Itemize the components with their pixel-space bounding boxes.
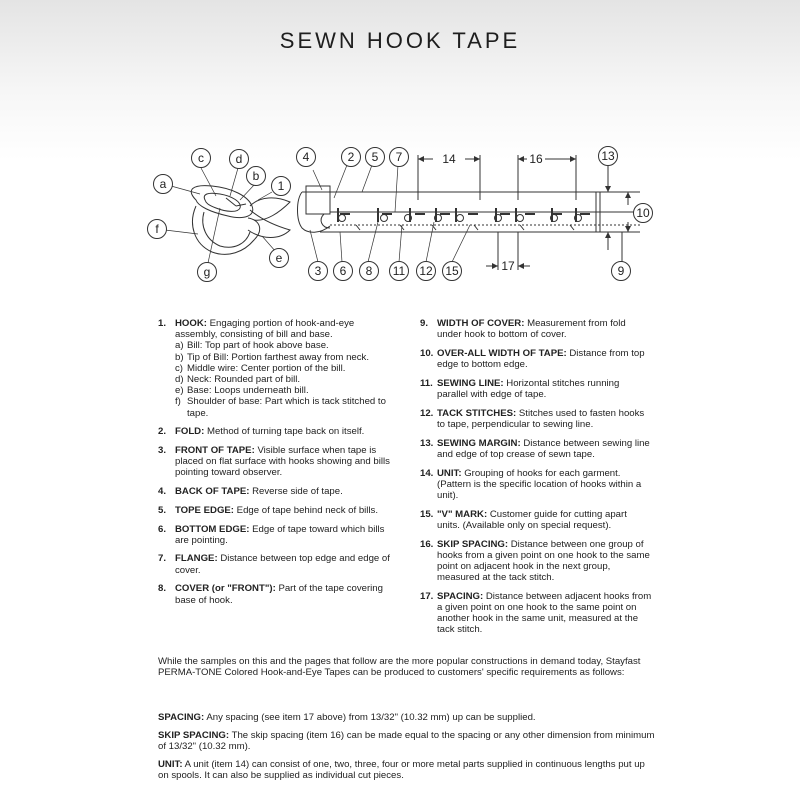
note-spacing: SPACING: Any spacing (see item 17 above) from 13/32" (10.32 mm) up can be supplied. [158,712,536,723]
glossary-item-9: 9. WIDTH OF COVER: Measurement from fold under hook to bottom of cover. [420,318,626,341]
glossary-left-column [158,318,390,613]
callout-d-label: d [235,152,243,166]
callout-11-label: 11 [392,264,406,278]
note-skip-spacing: SKIP SPACING: The skip spacing (item 16) can be made equal to the spacing or any other dimension from minimum of 13/32" (10.32 mm). [158,730,655,753]
callout-15-label: 15 [445,264,459,278]
intro-paragraph: While the samples on this and the pages that follow are the more popular constructions in demand today, Stayfast PERMA-TONE Colored Hook-and-Eye Tapes can be produced to customers' specific requirements as follows: [158,656,641,679]
hook-drawing [191,186,290,255]
note-unit: UNIT: A unit (item 14) can consist of one, two, three, four or more metal parts supplied in continuous lengths put up on spools. It can also be supplied as individual cut pieces. [158,759,645,782]
glossary-item-5: 5. TOPE EDGE: Edge of tape behind neck of bills. [158,504,379,516]
glossary-item-2: 2. FOLD: Method of turning tape back on itself. [158,426,365,438]
glossary-right-column [420,318,652,643]
callout-13-label: 13 [601,149,615,163]
glossary-item-11: 11. SEWING LINE: Horizontal stitches running parallel with edge of tape. [420,377,620,401]
callout-b-label: b [252,169,260,183]
glossary-item-7: 7. FLANGE: Distance between top edge and edge of cover. [158,553,390,576]
glossary-item-13: 13. SEWING MARGIN: Distance between sewing line and edge of top crease of sewn tape. [420,437,650,460]
callout-1-label: 1 [277,179,285,193]
glossary-item-6: 6. BOTTOM EDGE: Edge of tape toward which bills are pointing. [158,523,385,546]
callout-16-label: 16 [529,152,543,166]
callout-14-label: 14 [442,152,456,166]
callout-8-label: 8 [365,264,373,278]
tape-drawing [298,186,641,232]
glossary-item-1: 1. HOOK: Engaging portion of hook-and-eye assembly, consisting of bill and base. a) Bill: Top part of hook above base. b) Tip of Bill: Portion farthest away from neck. c) Middle wire: Center portion of the bill. d) Neck: Rounded part of bill. e) Base: Loops underneath bill. f) Shoulder of base: Part which is tack stitched to tape. [158,318,386,419]
callout-5-label: 5 [371,150,379,164]
callout-7-label: 7 [395,150,403,164]
term: HOOK: [175,318,207,329]
glossary-item-14: 14. UNIT: Grouping of hooks for each garment. (Pattern is the specific location of hooks within a unit). [420,467,642,501]
glossary-item-15: 15. "V" MARK: Customer guide for cutting apart units. (Available only on special request). [420,508,627,531]
glossary-item-10: 10. OVER-ALL WIDTH OF TAPE: Distance from top edge to bottom edge. [420,347,645,371]
callout-f-label: f [155,222,159,236]
callout-9-label: 9 [617,264,625,278]
glossary-item-3: 3. FRONT OF TAPE: Visible surface when tape is placed on flat surface with hooks showing and bills pointing toward observer. [158,445,390,479]
callout-2-label: 2 [347,150,355,164]
callout-17-label: 17 [501,259,515,273]
callout-3-label: 3 [314,264,322,278]
glossary-item-12: 12. TACK STITCHES: Stitches used to fasten hooks to tape, perpendicular to sewing line. [420,407,645,430]
page-title: SEWN HOOK TAPE [279,28,521,53]
callout-6-label: 6 [339,264,347,278]
callout-g-label: g [203,265,211,279]
callout-e-label: e [275,251,283,265]
glossary-item-17: 17. SPACING: Distance between adjacent hooks from a given point on one hook to the same point on another hook in the same unit, measured at the tack stitch. [420,590,652,636]
glossary-item-4: 4. BACK OF TAPE: Reverse side of tape. [158,486,343,498]
callout-10-label: 10 [636,206,650,220]
glossary-item-8: 8. COVER (or "FRONT"): Part of the tape covering base of hook. [158,583,383,606]
callout-c-label: c [198,151,204,165]
callout-4-label: 4 [302,150,310,164]
callout-12-label: 12 [419,264,433,278]
glossary-item-16: 16. SKIP SPACING: Distance between one group of hooks from a given point on one hook to the same point on adjacent hook in the next group, measured at the tack stitch. [420,538,650,584]
callout-a-label: a [159,177,167,191]
definition: Engaging portion of hook-and-eye assembly, consisting of bill and base. [175,318,355,341]
hook-tape-diagram [0,0,800,300]
